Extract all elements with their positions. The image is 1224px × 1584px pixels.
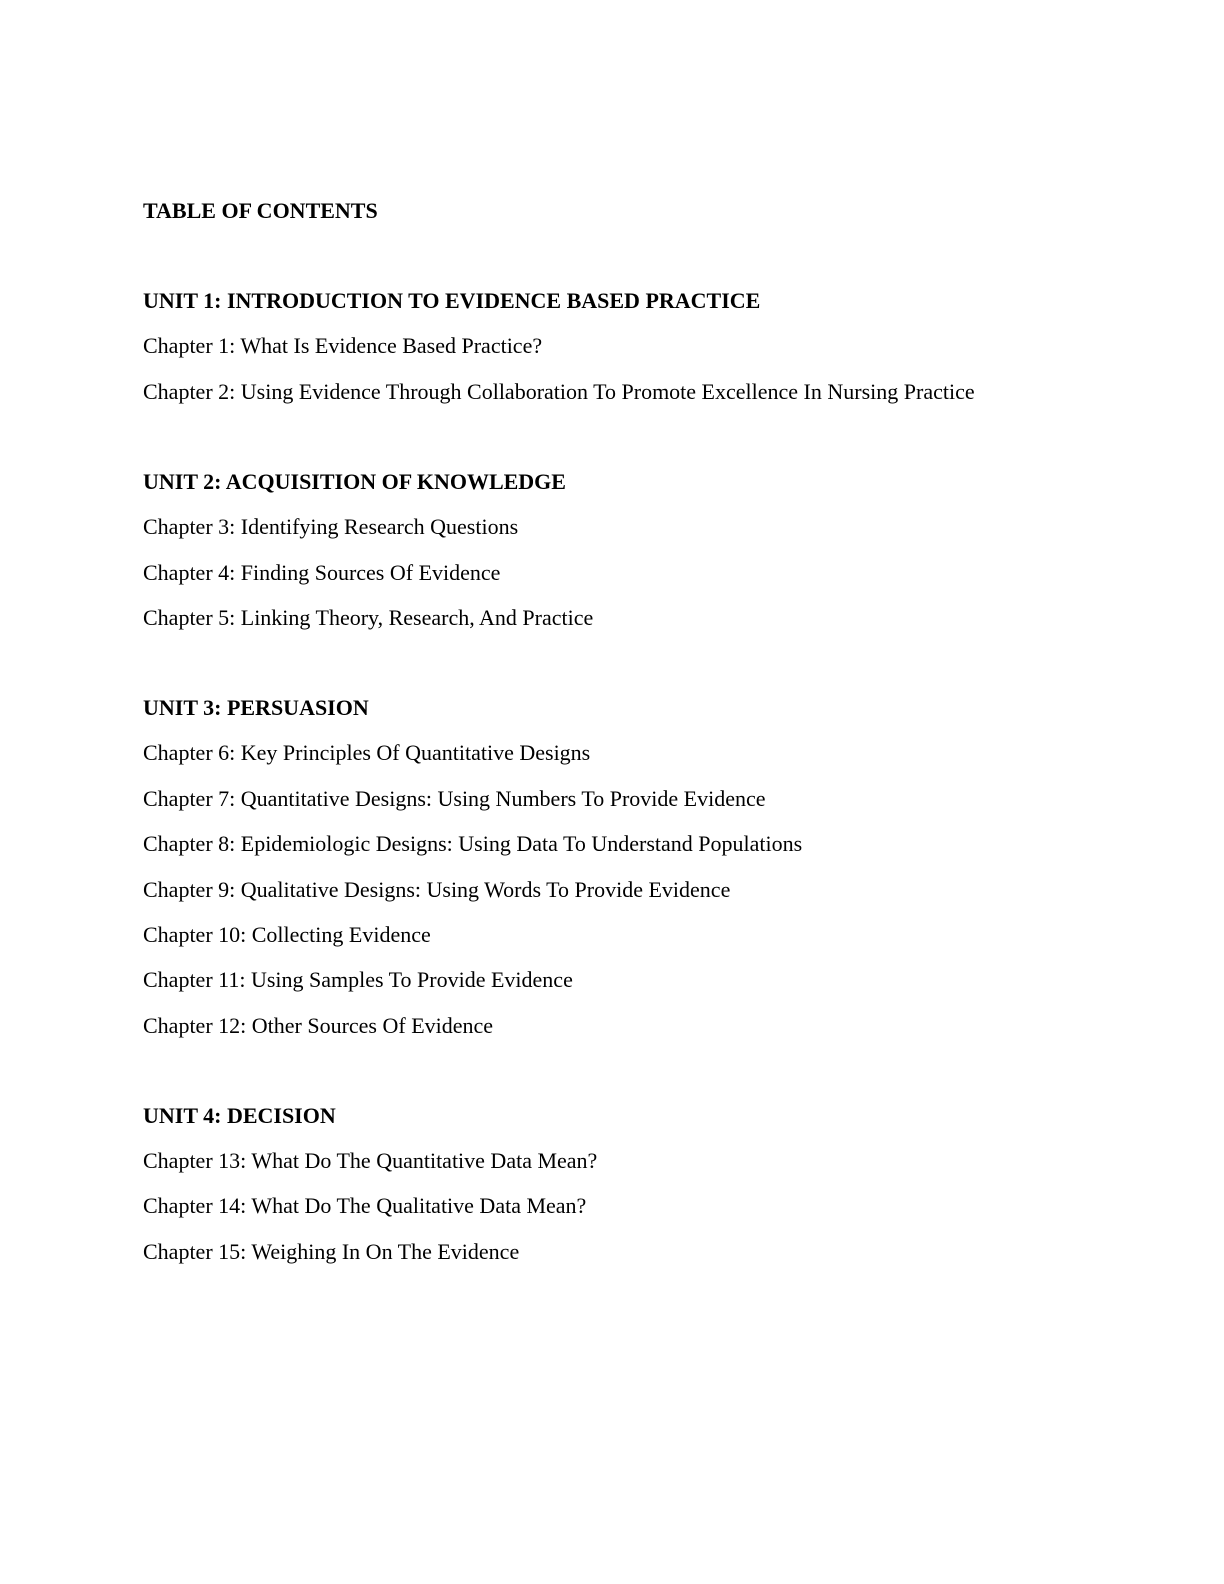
chapter-entry: Chapter 5: Linking Theory, Research, And Practice	[143, 604, 594, 630]
chapter-entry: Chapter 12: Other Sources Of Evidence	[143, 1012, 494, 1038]
unit-section	[143, 467, 1143, 633]
chapter-entry: Chapter 10: Collecting Evidence	[143, 921, 431, 947]
chapter-entry: Chapter 7: Quantitative Designs: Using Numbers To Provide Evidence	[143, 785, 766, 811]
chapter-entry: Chapter 3: Identifying Research Questions	[143, 514, 519, 540]
chapter-entry: Chapter 1: What Is Evidence Based Practice?	[143, 333, 543, 359]
chapter-entry: Chapter 15: Weighing In On The Evidence	[143, 1238, 520, 1264]
chapter-entry: Chapter 6: Key Principles Of Quantitative Designs	[143, 740, 591, 766]
unit-heading: UNIT 3: PERSUASION	[143, 694, 369, 720]
table-of-contents	[143, 196, 1143, 1267]
unit-heading: UNIT 1: INTRODUCTION TO EVIDENCE BASED PRACTICE	[143, 288, 761, 313]
chapter-entry: Chapter 2: Using Evidence Through Collaboration To Promote Excellence In Nursing Practice	[143, 378, 975, 404]
unit-section	[143, 286, 1143, 407]
page-title: TABLE OF CONTENTS	[143, 198, 378, 223]
unit-heading: UNIT 4: DECISION	[143, 1102, 336, 1128]
unit-section	[143, 1101, 1143, 1267]
chapter-entry: Chapter 13: What Do The Quantitative Data Mean?	[143, 1148, 598, 1174]
chapter-entry: Chapter 9: Qualitative Designs: Using Words To Provide Evidence	[143, 876, 731, 902]
unit-section	[143, 693, 1143, 1041]
chapter-entry: Chapter 14: What Do The Qualitative Data Mean?	[143, 1193, 587, 1219]
chapter-entry: Chapter 11: Using Samples To Provide Evidence	[143, 967, 573, 993]
chapter-entry: Chapter 4: Finding Sources Of Evidence	[143, 559, 501, 585]
chapter-entry: Chapter 8: Epidemiologic Designs: Using Data To Understand Populations	[143, 831, 803, 857]
unit-heading: UNIT 2: ACQUISITION OF KNOWLEDGE	[143, 468, 566, 494]
